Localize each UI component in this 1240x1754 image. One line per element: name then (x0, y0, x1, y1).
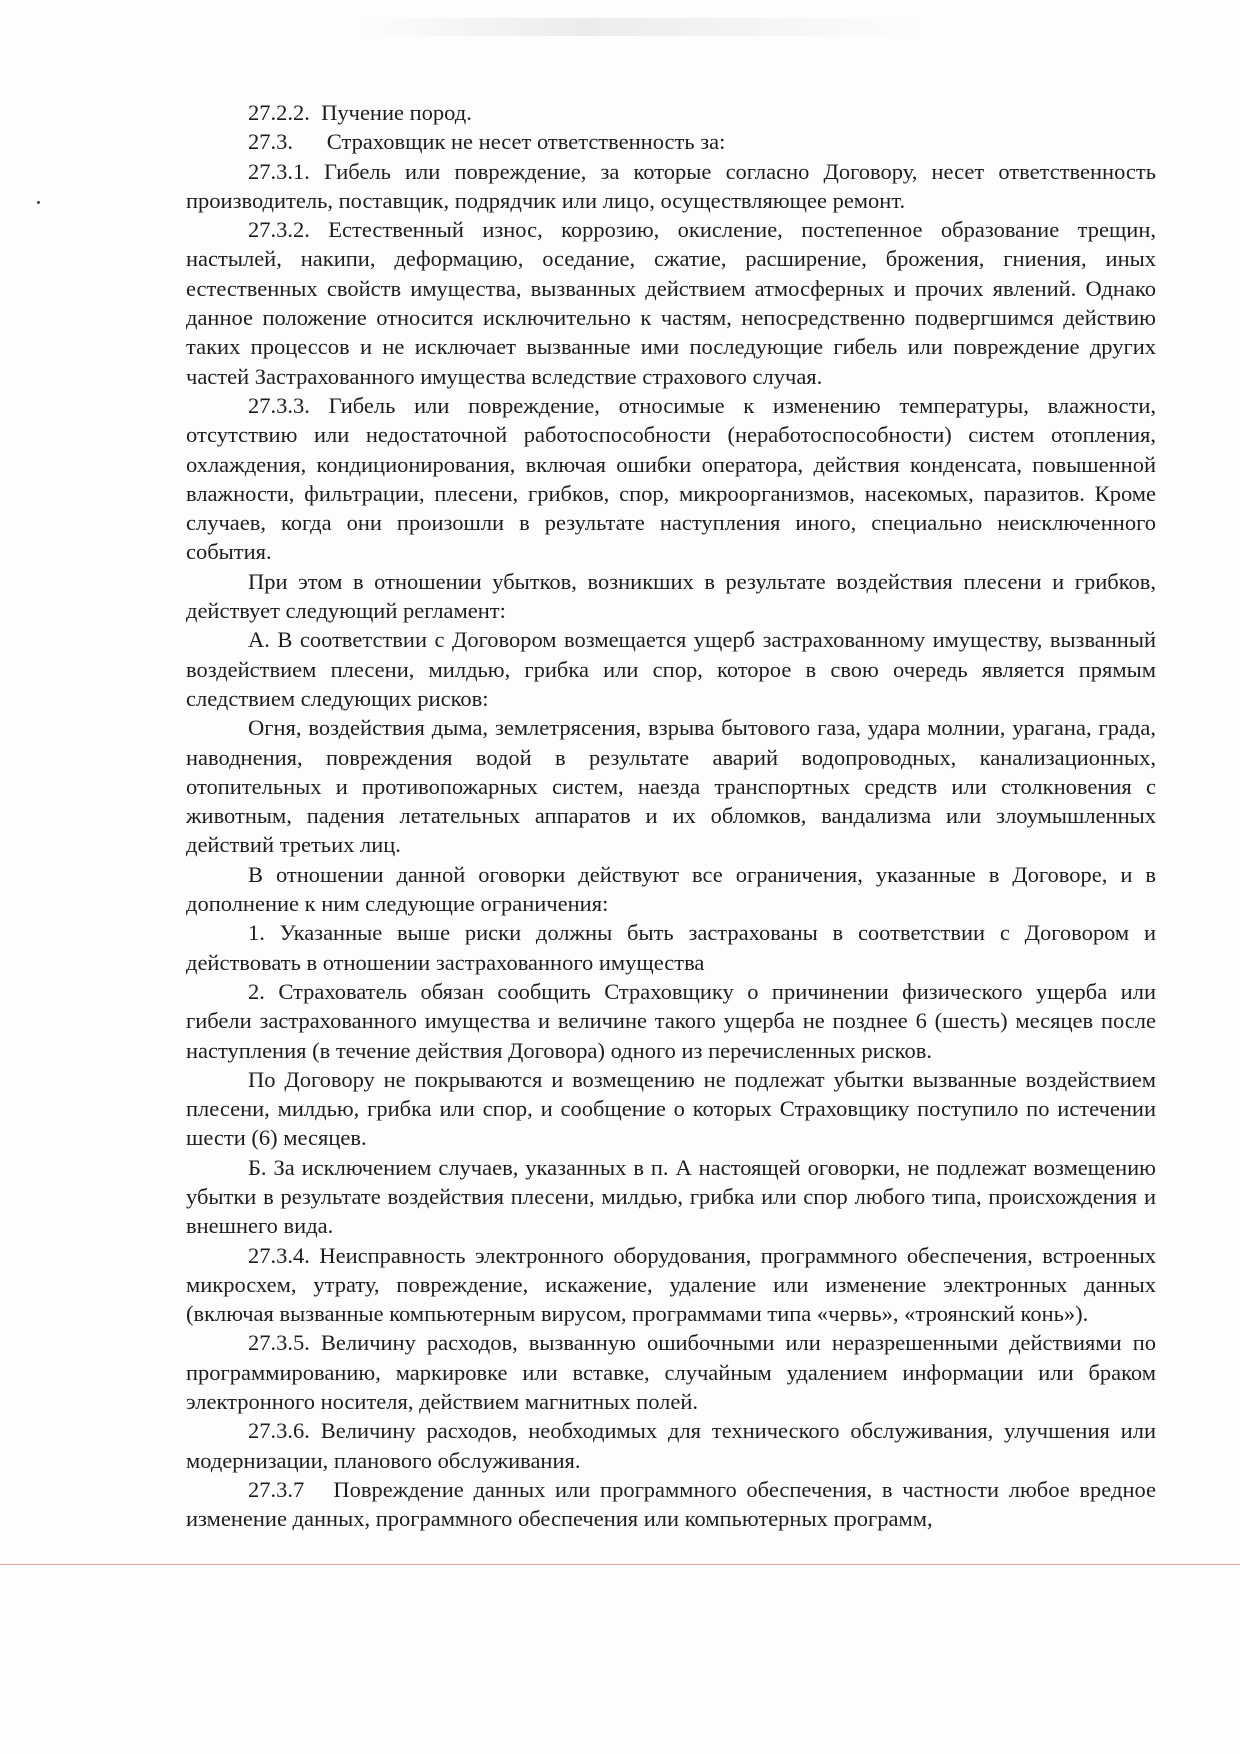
scan-artifact (360, 18, 920, 36)
paragraph-clause-b: Б. За исключением случаев, указанных в п. А настоящей оговорки, не подлежат возмещению убытки в результате воздействия плесени, милдью, грибка или спор любого типа, происхождения и внешнего вида. (186, 1154, 1162, 1239)
paragraph-limitations: В отношении данной оговорки действуют все ограничения, указанные в Договоре, и в дополнение к ним следующие ограничения: (186, 861, 1162, 917)
scan-speck (37, 201, 40, 204)
paragraph-limitation-2: 2. Страхователь обязан сообщить Страховщику о причинении физического ущерба или гибели застрахованного имущества и величине такого ущерба не позднее 6 (шесть) месяцев после наступления (в течение действия Договора) одного из перечисленных рисков. (186, 978, 1162, 1063)
paragraph-not-covered: По Договору не покрываются и возмещению не подлежат убытки вызванные воздействием плесени, милдью, грибка или спор, и сообщение о которых Страховщику поступило по истечении шести (6) месяцев. (186, 1066, 1162, 1151)
paragraph-risks-list: Огня, воздействия дыма, землетрясения, взрыва бытового газа, удара молнии, урагана, града, наводнения, повреждения водой в результате аварий водопроводных, канализационных, отопительных и противопожарных систем, наезда транспортных средств или столкновения с животным, падения летательных аппаратов и их обломков, вандализма или злоумышленных действий третьих лиц. (186, 715, 1162, 858)
paragraph-27-3-2: 27.3.2. Естественный износ, коррозию, окисление, постепенное образование трещин, настылей, накипи, деформацию, оседание, сжатие, расширение, брожения, гниения, иных естественных свойств имущества, вызванных действием атмосферных и прочих явлений. Однако данное положение относится исключительно к частям, непосредственно подвергшимся действию таких процессов и не исключает вызванные ими последующие гибель или повреждение других частей Застрахованного имущества вследствие страхового случая. (186, 217, 1162, 389)
scan-line-artifact (0, 1564, 1240, 1565)
paragraph-27-3-7: 27.3.7 Повреждение данных или программного обеспечения, в частности любое вредное изменение данных, программного обеспечения или компьютерных программ, (186, 1476, 1162, 1532)
paragraph-mold-regulation: При этом в отношении убытков, возникших в результате воздействия плесени и грибков, действует следующий регламент: (186, 568, 1162, 624)
paragraph-clause-a: А. В соответствии с Договором возмещается ущерб застрахованному имуществу, вызванный воздействием плесени, милдью, грибка или спор, которое в свою очередь является прямым следствием следующих рисков: (186, 627, 1162, 711)
paragraph-27-3-4: 27.3.4. Неисправность электронного оборудования, программного обеспечения, встроенных микросхем, утрату, повреждение, искажение, удаление или изменение электронных данных (включая вызванные компьютерным вирусом, программами типа «червь», «троянский конь»). (186, 1242, 1162, 1327)
paragraph-27-3-5: 27.3.5. Величину расходов, вызванную ошибочными или неразрешенными действиями по программированию, маркировке или вставке, случайным удалением информации или браком электронного носителя, действием магнитных полей. (186, 1330, 1162, 1415)
document-body (186, 98, 1162, 1534)
paragraph-27-3: 27.3. Страховщик не несет ответственность за: (248, 129, 726, 155)
paragraph-27-2-2: 27.2.2. Пучение пород. (248, 100, 472, 125)
paragraph-27-3-3: 27.3.3. Гибель или повреждение, относимые к изменению температуры, влажности, отсутствию или недостаточной работоспособности (неработоспособности) систем отопления, охлаждения, кондиционирования, включая ошибки оператора, действия конденсата, повышенной влажности, фильтрации, плесени, грибков, спор, микроорганизмов, насекомых, паразитов. Кроме случаев, когда они произошли в результате наступления иного, специально неисключенного события. (186, 392, 1162, 565)
paragraph-27-3-1: 27.3.1. Гибель или повреждение, за которые согласно Договору, несет ответственность производитель, поставщик, подрядчик или лицо, осуществляющее ремонт. (186, 158, 1162, 213)
paragraph-limitation-1: 1. Указанные выше риски должны быть застрахованы в соответствии с Договором и действовать в отношении застрахованного имущества (186, 920, 1162, 975)
paragraph-27-3-6: 27.3.6. Величину расходов, необходимых для технического обслуживания, улучшения или модернизации, планового обслуживания. (186, 1418, 1162, 1473)
